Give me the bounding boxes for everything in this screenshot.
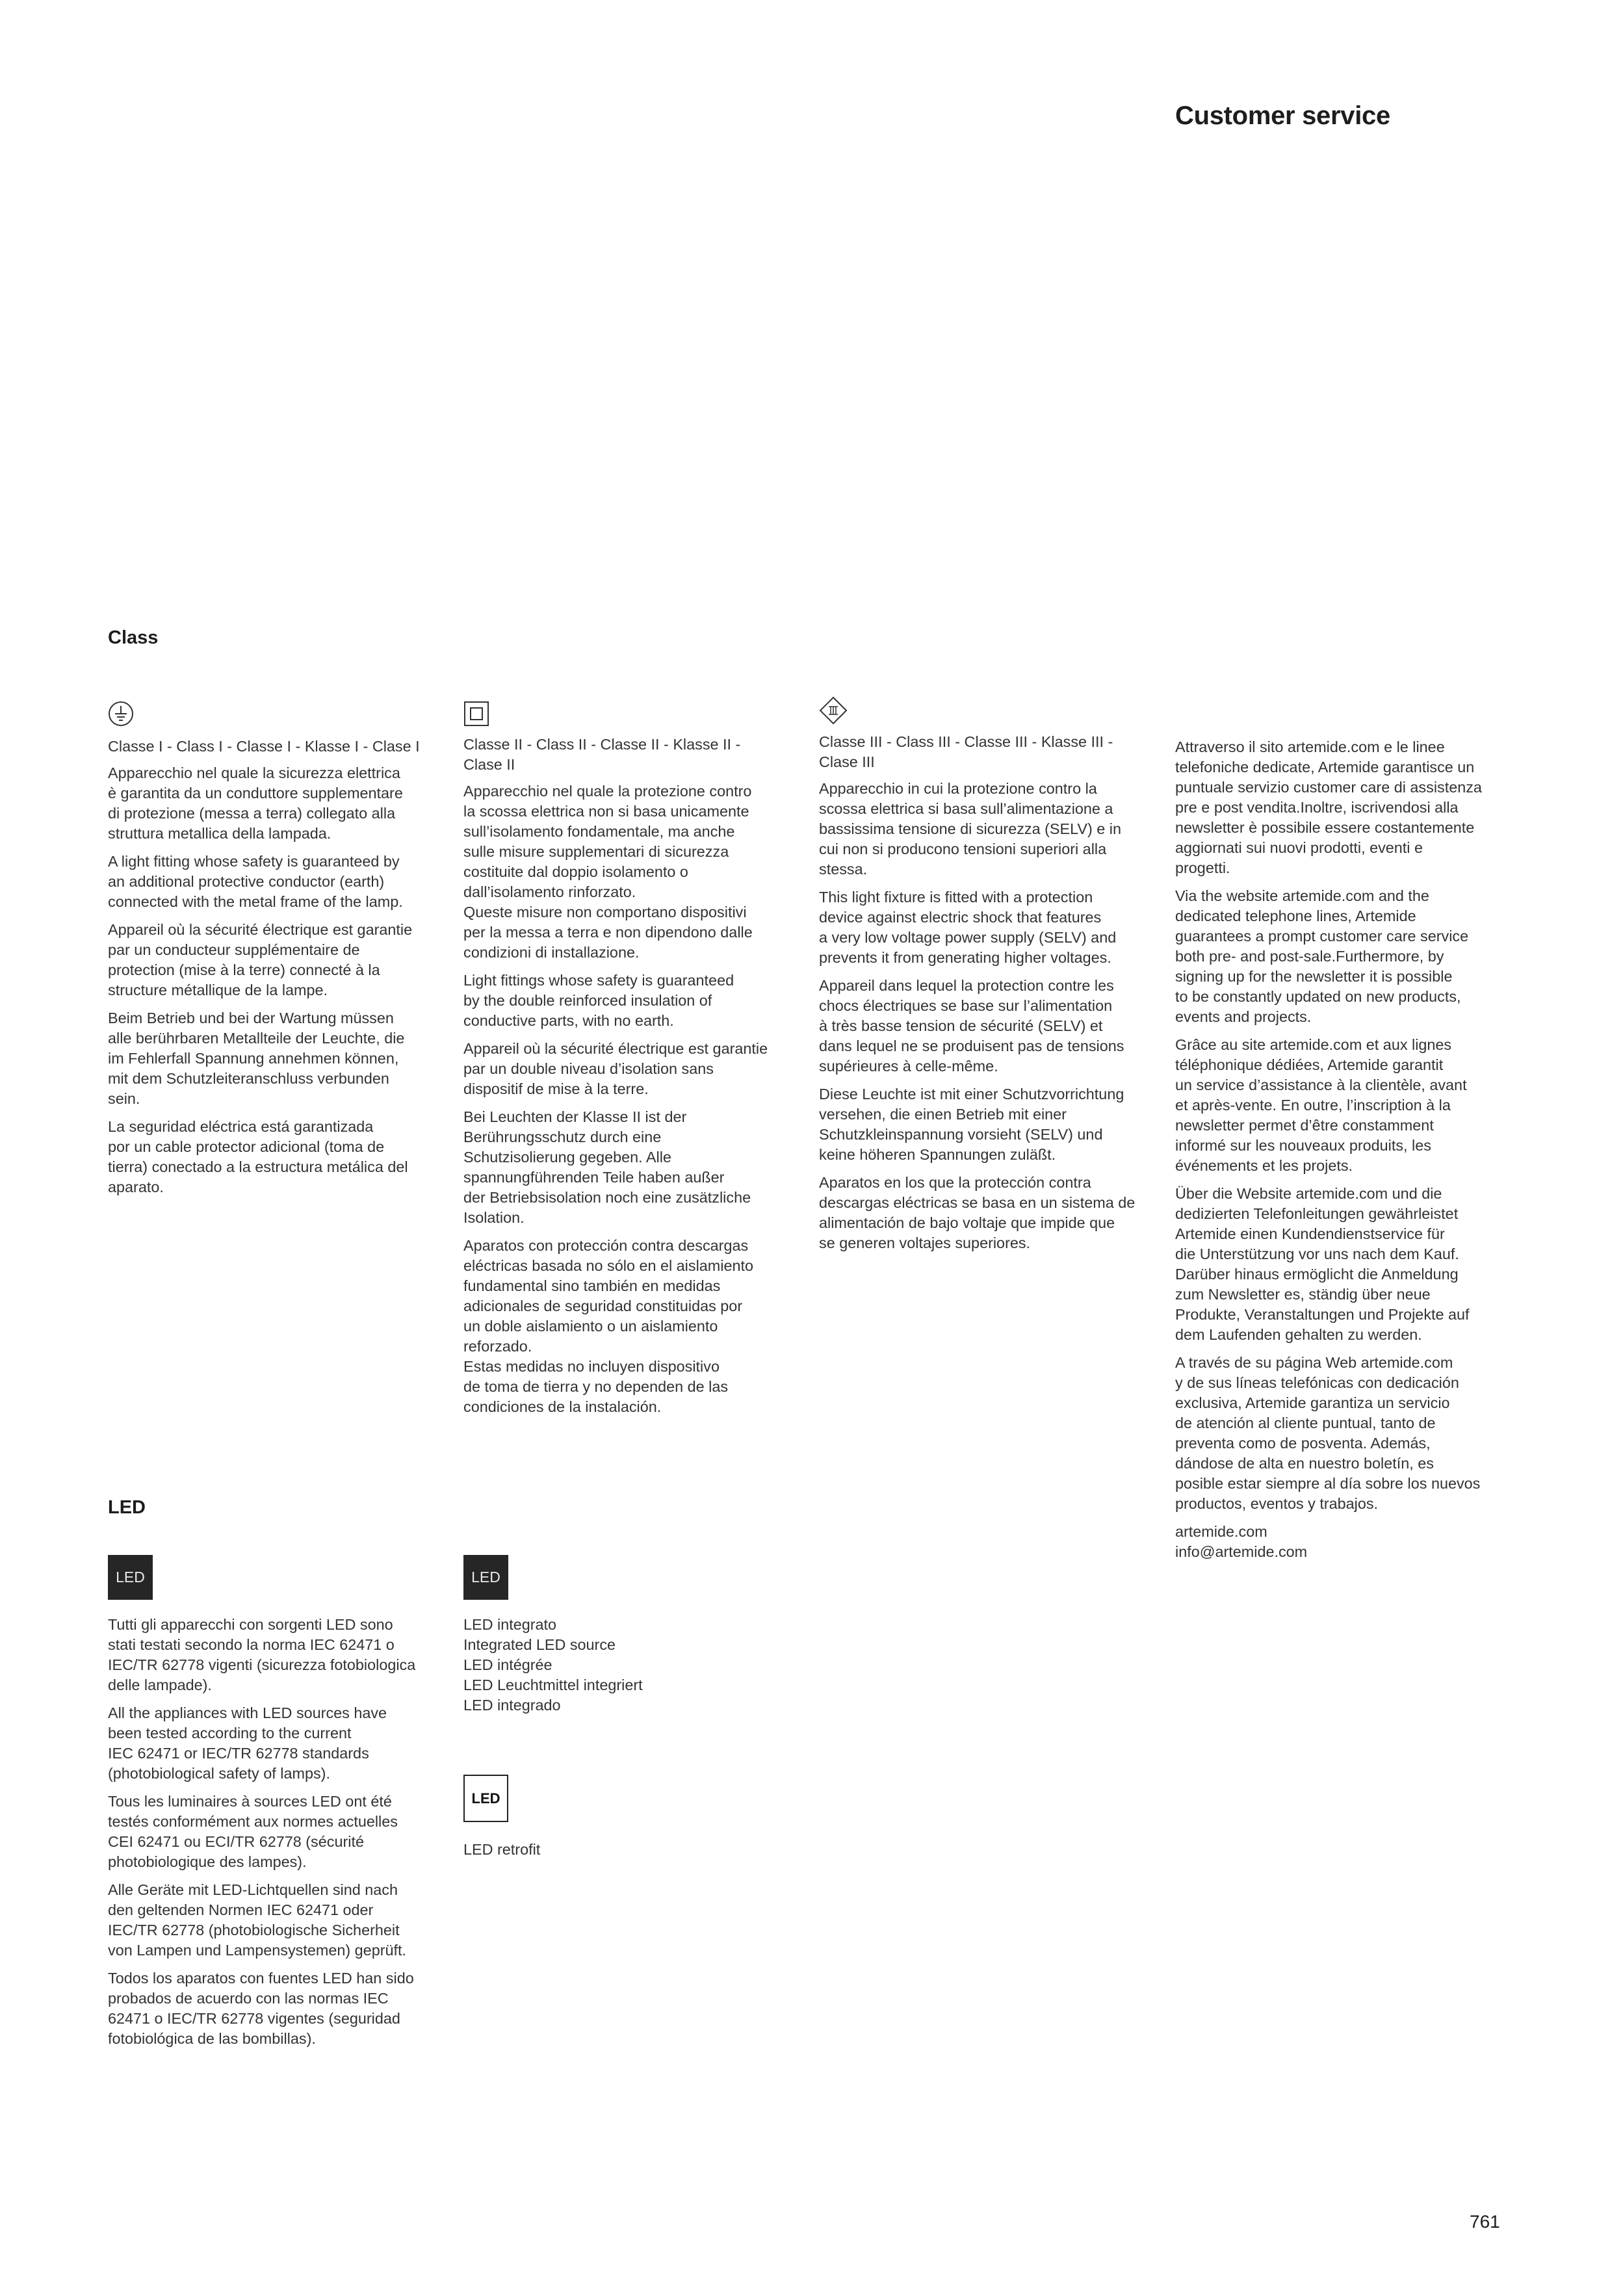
led-integrated-list [463,1615,792,1715]
class-2-paragraph: Light fittings whose safety is guaranteed by the double reinforced insulation of conductive parts, with no earth. [463,972,734,1029]
customer-service-column [1175,737,1503,1562]
class-3-paragraph: This light fixture is fitted with a protection device against electric shock that features a very low voltage power supply (SELV) and prevents it from generating higher voltages. [819,889,1117,966]
led-integrated-line: LED integrato [463,1616,557,1633]
led-integrated-line: Integrated LED source [463,1636,616,1653]
class-3-paragraph: Diese Leuchte ist mit einer Schutzvorrichtung versehen, die einen Betrieb mit einer Schutzkleinspannung vorsieht (SELV) und keine höheren Spannungen zuläßt. [819,1086,1124,1163]
class-1-paragraph: Apparecchio nel quale la sicurezza elettrica è garantita da un conduttore supplementare di protezione (messa a terra) collegato alla struttura metallica della lampada. [108,764,403,842]
class-1-paragraph: La seguridad eléctrica está garantizada por un cable protector adicional (toma de tierra) conectado a la estructura metálica del aparato. [108,1118,408,1195]
led-paragraph: Todos los aparatos con fuentes LED han sido probados de acuerdo con las normas IEC 62471 o IEC/TR 62778 vigentes (seguridad fotobiológica de las bombillas). [108,1970,414,2047]
class-2-paragraph: Aparatos con protección contra descargas eléctricas basada no sólo en el aislamiento fundamental sino también en medidas adicionales de seguridad constituidas por un doble aislamiento o un aislamiento reforzado. Estas medidas no incluyen dispositivo de toma de tierra y no dependen de las condiciones de la instalación. [463,1237,753,1415]
led-integrated-line: LED Leuchtmittel integriert [463,1676,643,1693]
led-paragraph: Alle Geräte mit LED-Lichtquellen sind nach den geltenden Normen IEC 62471 oder IEC/TR 62778 (photobiologische Sicherheit von Lampen und Lampensystemen) geprüft. [108,1881,406,1959]
led-paragraph: Tous les luminaires à sources LED ont été testés conformément aux normes actuelles CEI 62471 ou ECI/TR 62778 (sécurité photobiologique des lampes). [108,1793,398,1870]
class-3-paragraph: Apparecchio in cui la protezione contro la scossa elettrica si basa sull’alimentazione a bassissima tensione di sicurezza (SELV) e in cui non si producono tensioni superiori alla stessa. [819,780,1121,878]
class-2-paragraph: Bei Leuchten der Klasse II ist der Berührungsschutz durch eine Schutzisolierung gegeben. Alle spannungführenden Teile haben außer der Betriebsisolation noch eine zusätzliche Isolation. [463,1108,751,1226]
earth-ground-icon [108,701,134,727]
class-1-paragraph: Beim Betrieb und bei der Wartung müssen alle berührbaren Metallteile der Leuchte, die im Fehlerfall Spannung annehmen können, mit dem Schutzleiteranschluss verbunden sein. [108,1010,405,1107]
led-retrofit-label: LED retrofit [463,1841,541,1858]
email-link[interactable]: info@artemide.com [1175,1543,1308,1560]
page-number: 761 [1470,2211,1500,2232]
customer-service-paragraph: A través de su página Web artemide.com y de sus líneas telefónicas con dedicación exclusiva, Artemide garantiza un servicio de atención al cliente puntual, tanto de preventa como de posventa. Además, dándose de alta en nuestro boletín, es posible estar siempre al día sobre los nuevos productos, eventos y trabajos. [1175,1354,1481,1512]
customer-service-paragraph: Grâce au site artemide.com et aux lignes téléphonique dédiées, Artemide garantit un service d’assistance à la clientèle, avant et après-vente. En outre, l’inscription à la newsletter permet d’être constamment informé sur les nouveaux produits, les événements et les projets. [1175,1036,1467,1174]
double-square-icon [463,701,489,727]
class-2-paragraph: Apparecchio nel quale la protezione contro la scossa elettrica non si basa unicamente sull’isolamento fondamentale, ma anche sulle misure supplementari di sicurezza costituite dal doppio isolamento o dall’isolamento rinforzato. Queste misure non comportano dispositivi per la messa a terra e non dipendono dalle condizioni di installazione. [463,783,753,961]
led-section-title: LED [108,1497,146,1518]
class-1-paragraph: A light fitting whose safety is guaranteed by an additional protective conductor (earth) connected with the metal frame of the lamp. [108,853,403,910]
class-section-title: Class [108,627,159,648]
class-1-heading: Classe I - Class I - Classe I - Klasse I - Clase I [108,738,420,755]
led-integrated-badge-icon: LED [108,1555,153,1600]
class-3-paragraph: Appareil dans lequel la protection contre les chocs électriques se base sur l’alimentation à très basse tension de sécurité (SELV) et dans lequel ne se produisent pas de tensions supérieures à celle-même. [819,977,1124,1075]
class-1-column [108,737,436,1205]
class-3-column [819,732,1147,1261]
class-2-paragraph: Appareil où la sécurité électrique est garantie par un double niveau d’isolation sans dispositif de mise à la terre. [463,1040,768,1097]
class-3-paragraph: Aparatos en los que la protección contra descargas eléctricas se basa en un sistema de alimentación de bajo voltaje que impide que se generen voltajes superiores. [819,1174,1136,1251]
customer-service-title: Customer service [1175,101,1390,130]
led-paragraph: Tutti gli apparecchi con sorgenti LED sono stati testati secondo la norma IEC 62471 o IEC/TR 62778 vigenti (sicurezza fotobiologica delle lampade). [108,1616,416,1693]
customer-service-paragraph: Über die Website artemide.com und die dedizierten Telefonleitungen gewährleistet Artemide einen Kundendienstservice für die Unterstützung vor uns nach dem Kauf. Darüber hinaus ermöglicht die Anmeldung zum Newsletter es, ständig über neue Produkte, Veranstaltungen und Projekte auf dem Laufenden gehalten zu werden. [1175,1185,1470,1343]
diamond-roman-three-icon [819,696,848,725]
class-1-paragraph: Appareil où la sécurité électrique est garantie par un conducteur supplémentaire de protection (mise à la terre) connecté à la structure métallique de la lampe. [108,921,413,998]
led-retrofit-badge-icon: LED [463,1775,508,1822]
led-paragraph: All the appliances with LED sources have been tested according to the current IEC 62471 or IEC/TR 62778 standards (photobiological safety of lamps). [108,1704,387,1782]
led-retrofit-block [463,1840,792,1860]
class-2-heading: Classe II - Class II - Classe II - Klasse II - Clase II [463,736,741,773]
led-integrated-badge-icon: LED [463,1555,508,1600]
led-integrated-line: LED integrado [463,1697,561,1714]
class-2-column [463,735,792,1425]
customer-service-paragraph: Attraverso il sito artemide.com e le linee telefoniche dedicate, Artemide garantisce un puntuale servizio customer care di assistenza pre e post vendita.Inoltre, iscrivendosi alla newsletter è possibile essere costantemente aggiornati sui nuovi prodotti, eventi e progetti. [1175,738,1482,876]
customer-service-paragraph: Via the website artemide.com and the dedicated telephone lines, Artemide guarantees a prompt customer care service both pre- and post-sale.Furthermore, by signing up for the newsletter it is possible to be constantly updated on new products, events and projects. [1175,887,1469,1025]
led-integrated-line: LED intégrée [463,1656,552,1673]
website-link[interactable]: artemide.com [1175,1523,1267,1540]
class-3-heading: Classe III - Class III - Classe III - Klasse III - Clase III [819,733,1113,770]
led-intro-column [108,1615,436,2057]
